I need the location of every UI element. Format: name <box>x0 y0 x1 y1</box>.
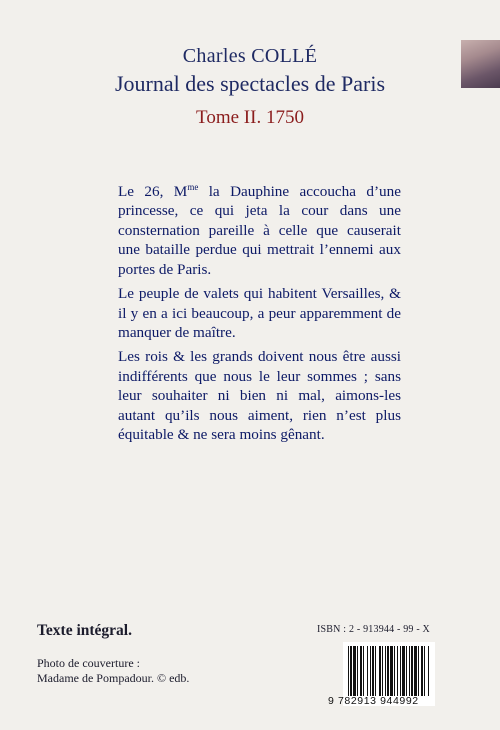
barcode-digits: 9 782913 944992 <box>328 695 419 707</box>
isbn-text: ISBN : 2 - 913944 - 99 - X <box>317 624 430 635</box>
excerpt-paragraph-2: Le peuple de valets qui habitent Versailles, & il y en a ici beaucoup, a peur apparemment de manquer de maître. <box>118 285 401 341</box>
excerpt-paragraph-1: Le 26, $M^{me}$ la Dauphine accoucha d’une princesse, ce qui jeta la cour dans une consternation pareille à celle que causerait une bataille perdue qui mettrait l’ennemi aux portes de Paris. <box>118 182 401 278</box>
excerpt-paragraph-3: Les rois & les grands doivent nous être aussi indifférents que nous le leur sommes ; sans leur souhaiter ni bien ni mal, aimons-les autant qu’ils nous aiment, rien n’est plus équitable & ne sera moins gênant. <box>118 348 401 443</box>
book-title: Journal des spectacles de Paris <box>114 71 386 96</box>
barcode-icon <box>348 646 430 696</box>
book-header <box>0 45 500 129</box>
volume-label: Tome II. 1750 <box>196 107 304 128</box>
photo-credit-line-1: Photo de couverture : <box>37 656 140 670</box>
superscript-me: me <box>187 182 199 192</box>
photo-credit-line-2: Madame de Pompadour. © edb. <box>37 671 190 685</box>
excerpt-text <box>118 178 401 449</box>
photo-credit <box>37 656 237 686</box>
texte-integral-label: Texte intégral. <box>37 622 132 639</box>
author-name: Charles COLLÉ <box>182 45 318 67</box>
